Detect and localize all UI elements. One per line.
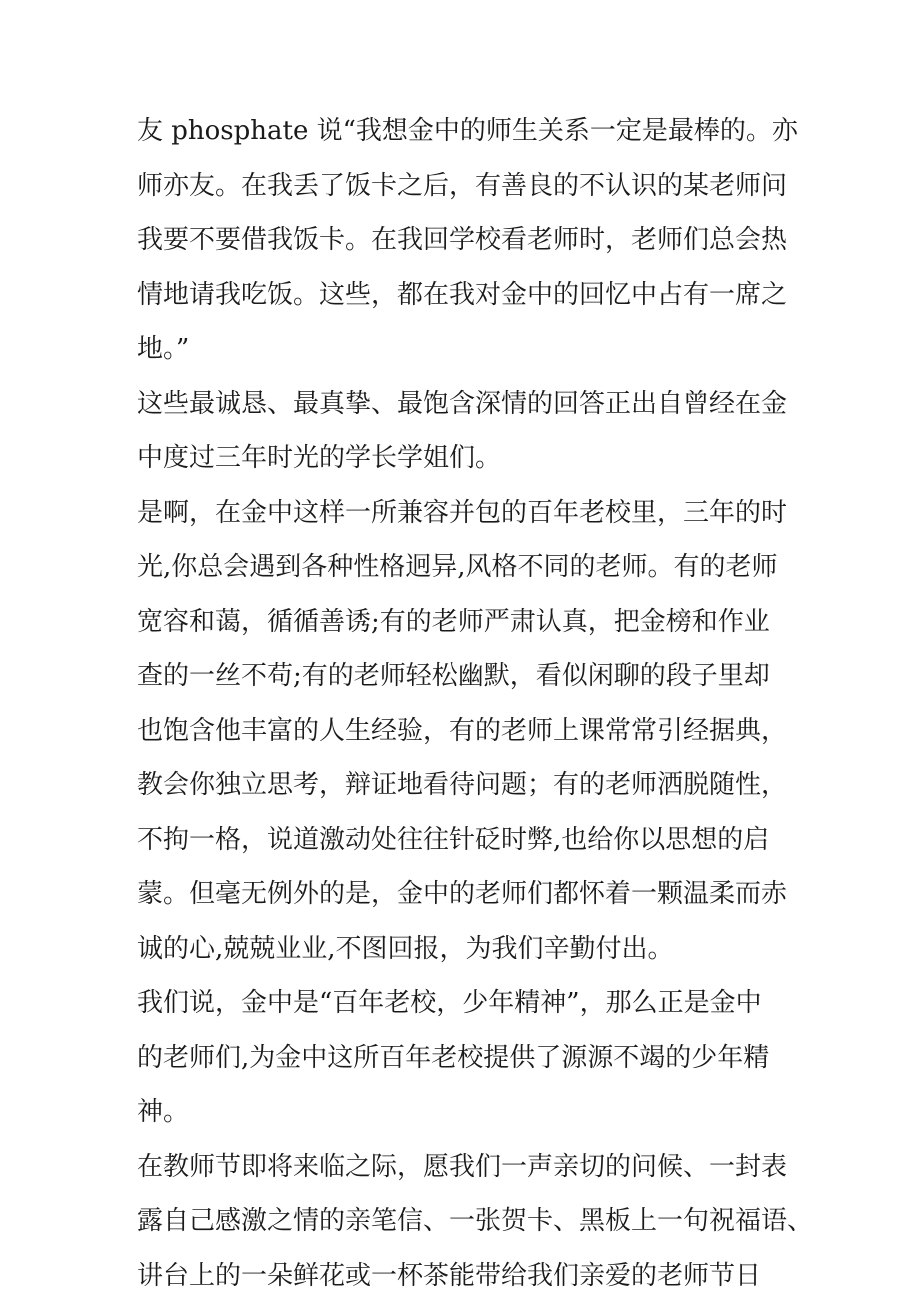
text-line: 地。”: [137, 322, 797, 377]
text-line: 的老师们,为金中这所百年老校提供了源源不竭的少年精: [137, 1031, 797, 1086]
text-line: 是啊，在金中这样一所兼容并包的百年老校里，三年的时: [137, 486, 797, 541]
text-line: 查的一丝不苟;有的老师轻松幽默，看似闲聊的段子里却: [137, 649, 797, 704]
text-line: 友 phosphate 说“我想金中的师生关系一定是最棒的。亦: [137, 104, 797, 159]
text-line: 中度过三年时光的学长学姐们。: [137, 431, 797, 486]
document-body: [137, 104, 797, 1303]
text-line: 教会你独立思考，辩证地看待问题；有的老师洒脱随性，: [137, 758, 797, 813]
text-line: 宽容和蔼，循循善诱;有的老师严肃认真，把金榜和作业: [137, 595, 797, 650]
text-line: 在教师节即将来临之际，愿我们一声亲切的问候、一封表: [137, 1140, 797, 1195]
text-line: 我们说，金中是“百年老校，少年精神”，那么正是金中: [137, 976, 797, 1031]
text-line: 露自己感激之情的亲笔信、一张贺卡、黑板上一句祝福语、: [137, 1194, 797, 1249]
text-line: 这些最诚恳、最真挚、最饱含深情的回答正出自曾经在金: [137, 377, 797, 432]
text-line: 我要不要借我饭卡。在我回学校看老师时，老师们总会热: [137, 213, 797, 268]
text-line: 不拘一格，说道激动处往往针砭时弊,也给你以思想的启: [137, 813, 797, 868]
text-line: 讲台上的一朵鲜花或一杯茶能带给我们亲爱的老师节日: [137, 1249, 797, 1303]
text-line: 光,你总会遇到各种性格迥异,风格不同的老师。有的老师: [137, 540, 797, 595]
text-line: 师亦友。在我丢了饭卡之后，有善良的不认识的某老师问: [137, 159, 797, 214]
text-line: 也饱含他丰富的人生经验，有的老师上课常常引经据典，: [137, 704, 797, 759]
text-line: 神。: [137, 1085, 797, 1140]
text-line: 诚的心,兢兢业业,不图回报，为我们辛勤付出。: [137, 922, 797, 977]
text-line: 情地请我吃饭。这些，都在我对金中的回忆中占有一席之: [137, 268, 797, 323]
text-line: 蒙。但毫无例外的是，金中的老师们都怀着一颗温柔而赤: [137, 867, 797, 922]
